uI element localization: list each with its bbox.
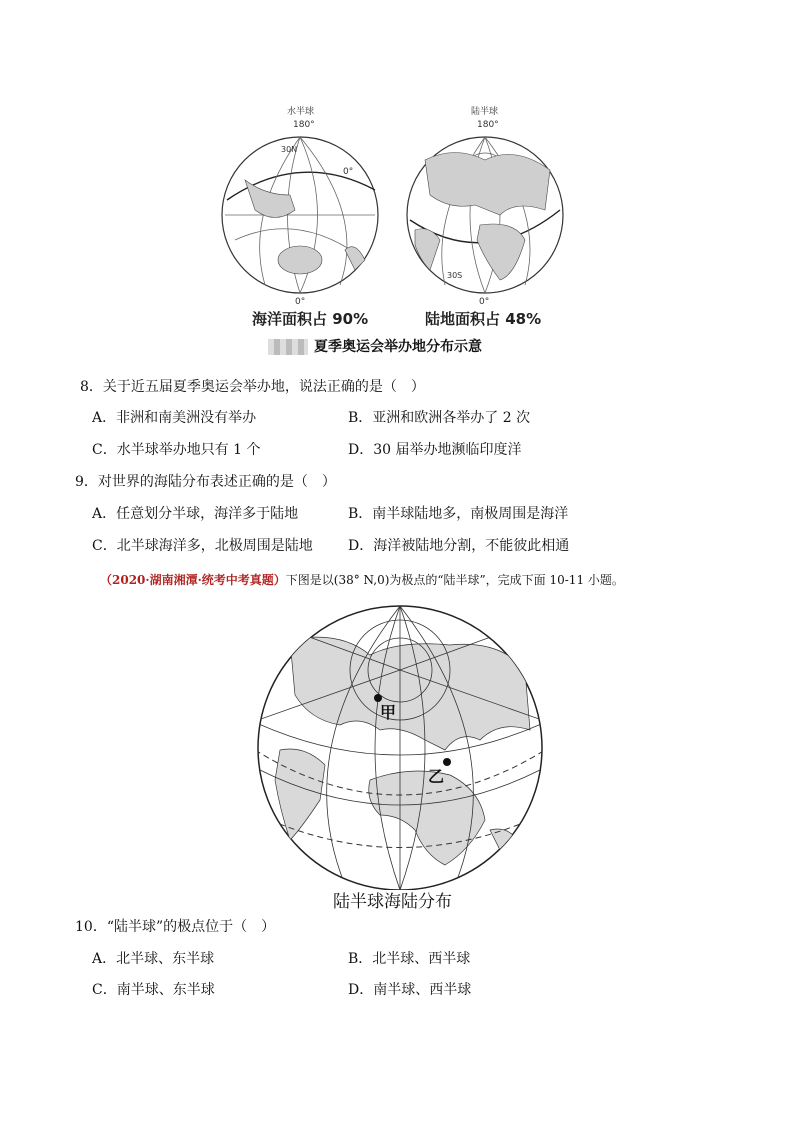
q9-option-a[interactable]: A．任意划分半球，海洋多于陆地 xyxy=(92,506,299,522)
intro-text: 下图是以(38° N,0)为极点的“陆半球”，完成下面 10-11 小题。 xyxy=(285,573,624,587)
blurred-marker xyxy=(268,339,308,355)
figure2-caption: 陆半球海陆分布 xyxy=(333,892,452,912)
large-globe-svg xyxy=(250,600,550,890)
source-citation: （2020·湖南湘潭·统考中考真题） xyxy=(100,573,286,587)
point-yi-marker xyxy=(443,758,451,766)
q8-stem: 8．关于近五届夏季奥运会举办地，说法正确的是（ ） xyxy=(80,379,425,395)
land-hemisphere-top-deg: 180° xyxy=(477,120,499,130)
point-yi-label: 乙 xyxy=(428,767,445,786)
q8-option-b[interactable]: B．亚洲和欧洲各举办了 2 次 xyxy=(348,410,531,426)
q9-option-b[interactable]: B．南半球陆地多，南极周围是海洋 xyxy=(348,506,569,522)
water-hemisphere-title: 水半球 xyxy=(287,107,315,117)
land-hemisphere-globe xyxy=(407,137,563,293)
q9-stem: 9．对世界的海陆分布表述正确的是（ ） xyxy=(75,474,336,490)
water-hemisphere-mid-deg: 0° xyxy=(343,167,354,177)
land-hemisphere-caption: 陆地面积占 48% xyxy=(425,310,542,328)
water-hemisphere-caption: 海洋面积占 90% xyxy=(252,310,369,328)
q8-option-c[interactable]: C．水半球举办地只有 1 个 xyxy=(92,442,261,458)
figure1-title-row xyxy=(268,336,482,356)
q10-option-a[interactable]: A．北半球、东半球 xyxy=(92,951,215,967)
water-hemisphere-globe xyxy=(222,137,378,293)
q10-intro xyxy=(100,569,624,588)
q10-option-d[interactable]: D．南半球、西半球 xyxy=(348,982,472,998)
point-jia-label: 甲 xyxy=(380,703,397,722)
q10-option-b[interactable]: B．北半球、西半球 xyxy=(348,951,471,967)
q9-option-c[interactable]: C．北半球海洋多，北极周围是陆地 xyxy=(92,538,313,554)
q10-stem: 10．“陆半球”的极点位于（ ） xyxy=(75,919,276,935)
land-hemisphere-bottom-deg: 0° xyxy=(479,297,490,307)
figure1-title: 夏季奥运会举办地分布示意 xyxy=(314,339,482,355)
q8-option-a[interactable]: A．非洲和南美洲没有举办 xyxy=(92,410,257,426)
water-hemisphere-bottom-deg: 0° xyxy=(295,297,306,307)
q9-option-d[interactable]: D．海洋被陆地分割，不能彼此相通 xyxy=(348,538,570,554)
point-jia-marker xyxy=(374,694,382,702)
q10-option-c[interactable]: C．南半球、东半球 xyxy=(92,982,215,998)
land-hemisphere-title: 陆半球 xyxy=(471,107,499,117)
figure-land-hemisphere-large xyxy=(250,600,550,890)
water-hemisphere-lat-label: 30N xyxy=(281,145,298,154)
water-hemisphere-top-deg: 180° xyxy=(293,120,315,130)
q8-option-d[interactable]: D．30 届举办地濒临印度洋 xyxy=(348,442,522,458)
land-hemisphere-lat-label: 30S xyxy=(447,271,463,280)
